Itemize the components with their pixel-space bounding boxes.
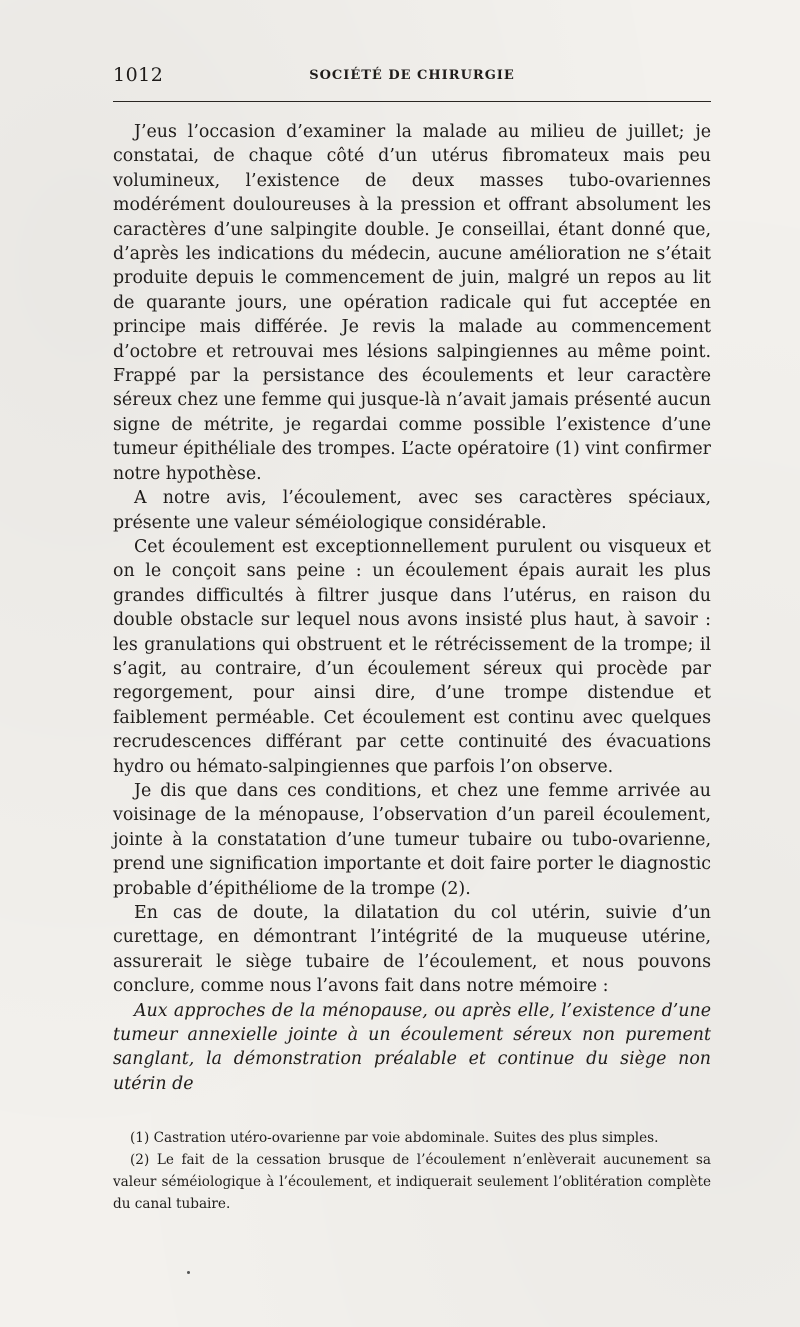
- page-header: [113, 64, 711, 86]
- footnote-1: (1) Castration utéro-ovarienne par voie abdominale. Suites des plus simples.: [130, 1130, 659, 1146]
- paragraph: Je dis que dans ces conditions, et chez une femme arrivée au voisinage de la ménopause, l’observation d’un pareil écoulement, jointe à la constatation d’une tumeur tubaire ou tubo-ovarienne, prend une signification importante et doit faire porter le diagnostic probable d’épithéliome de la trompe (2).: [113, 780, 711, 899]
- footnote-2: (2) Le fait de la cessation brusque de l’écoulement n’enlèverait aucunement sa valeur séméiologique à l’écoulement, et indiquerait seulement l’oblitération complète du canal tubaire.: [113, 1152, 711, 1212]
- body-text: [113, 120, 711, 1096]
- paragraph: En cas de doute, la dilatation du col utérin, suivie d’un curettage, en démontrant l’intégrité de la muqueuse utérine, assurerait le siège tubaire de l’écoulement, et nous pouvons conclure, comme nous l’avons fait dans notre mémoire :: [113, 903, 711, 997]
- paragraph: Cet écoulement est exceptionnellement purulent ou visqueux et on le conçoit sans peine : un écoulement épais aurait les plus grandes difficultés à filtrer jusque dans l’utérus, en raison du double obstacle sur lequel nous avons insisté plus haut, à savoir : les granulations qui obstruent et le rétrécissement de la trompe; il s’agit, au contraire, d’un écoulement séreux qui procède par regorgement, pour ainsi dire, d’une trompe distendue et faiblement perméable. Cet écoulement est continu avec quelques recrudescences différant par cette continuité des évacuations hydro ou hémato-salpingiennes que parfois l’on observe.: [113, 536, 711, 777]
- paragraph: J’eus l’occasion d’examiner la malade au milieu de juillet; je constatai, de chaque côté d’un utérus fibromateux mais peu volumineux, l’existence de deux masses tubo-ovariennes modérément douloureuses à la pression et offrant absolument les caractères d’une salpingite double. Je conseillai, étant donné que, d’après les indications du médecin, aucune amélioration ne s’était produite depuis le commencement de juin, malgré un repos au lit de quarante jours, une opération radicale qui fut acceptée en principe mais différée. Je revis la malade au commencement d’octobre et retrouvai mes lésions salpingiennes au même point. Frappé par la persistance des écoulements et leur caractère séreux chez une femme qui jusque-là n’avait jamais présenté aucun signe de métrite, je regardai comme possible l’existence d’une tumeur épithéliale des trompes. L’acte opératoire (1) vint confirmer notre hypothèse.: [113, 122, 711, 484]
- footnotes: [113, 1127, 711, 1215]
- header-rule: [113, 101, 711, 102]
- paper-speck: [187, 1271, 190, 1274]
- running-title: SOCIÉTÉ DE CHIRURGIE: [309, 68, 515, 83]
- italic-conclusion-paragraph: Aux approches de la ménopause, ou après elle, l’existence d’une tumeur annexielle jointe à un écoulement séreux non purement sanglant, la démonstration préalable et continue du siège non utérin de: [113, 1000, 711, 1094]
- paragraph: A notre avis, l’écoulement, avec ses caractères spéciaux, présente une valeur séméiologique considérable.: [113, 488, 711, 533]
- page-number: 1012: [113, 64, 164, 86]
